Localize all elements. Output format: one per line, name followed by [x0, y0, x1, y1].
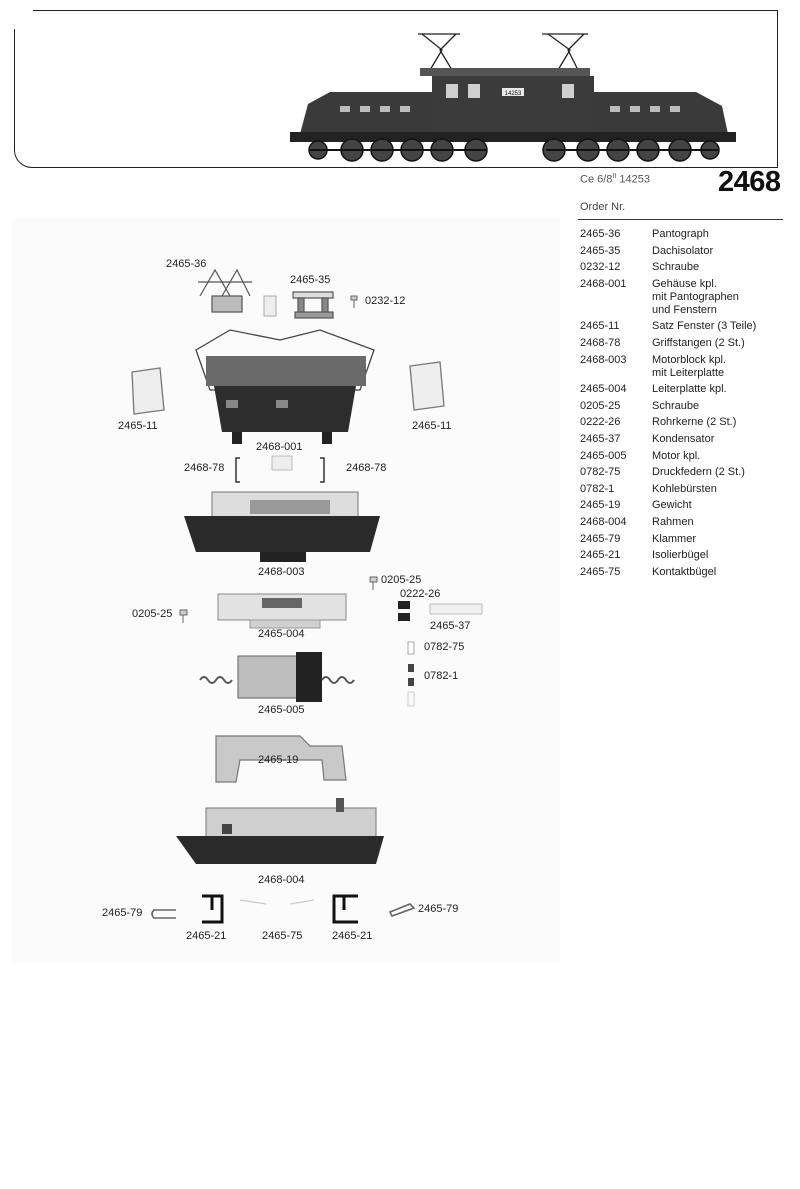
- part-contact: [240, 900, 314, 904]
- label-window-right: 2465-11: [412, 420, 452, 432]
- part-window-left: [132, 368, 164, 414]
- part-screw-left: [180, 610, 187, 623]
- label-insulator-left: 2465-21: [186, 930, 227, 942]
- part-description: Gehäuse kpl. mit Pantographen und Fenstern: [652, 277, 739, 316]
- label-motor-block: 2468-003: [258, 566, 305, 578]
- label-screw-left: 0205-25: [132, 608, 173, 620]
- label-clip-left: 2465-79: [102, 907, 143, 919]
- part-tube-core-1: [398, 601, 410, 609]
- part-number: 2468-001: [580, 277, 627, 290]
- part-description: Rohrkerne (2 St.): [652, 416, 737, 429]
- part-number: 2465-19: [580, 499, 621, 512]
- part-number: 0222-26: [580, 416, 621, 429]
- part-spring-2: [408, 692, 414, 706]
- part-brush-1: [408, 664, 414, 672]
- part-number: 2465-21: [580, 549, 621, 562]
- part-clip-right: [390, 904, 414, 916]
- part-housing: [196, 330, 374, 444]
- part-description: Leiterplatte kpl.: [652, 383, 727, 396]
- part-number: 0205-25: [580, 399, 621, 412]
- subtitle-number: 14253: [619, 173, 650, 186]
- part-brush-2: [408, 678, 414, 686]
- part-clear-insert: [272, 456, 292, 470]
- part-capacitor: [430, 604, 482, 614]
- part-number: 0782-1: [580, 482, 615, 495]
- part-number: 2465-75: [580, 565, 621, 578]
- part-frame: [176, 798, 384, 864]
- part-description: Kohlebürsten: [652, 482, 717, 495]
- part-roof-insulator: [293, 292, 333, 318]
- part-motor: [200, 652, 354, 702]
- label-roof-insulator: 2465-35: [290, 274, 331, 286]
- part-description: Satz Fenster (3 Teile): [652, 320, 757, 333]
- part-description: Gewicht: [652, 499, 692, 512]
- order-list-heading: Order Nr.: [580, 201, 626, 213]
- part-description: Kondensator: [652, 432, 715, 445]
- label-tube-cores: 0222-26: [400, 588, 441, 600]
- part-screw-top: [351, 296, 357, 308]
- part-description: Klammer: [652, 532, 697, 545]
- label-insulator-right: 2465-21: [332, 930, 373, 942]
- subtitle-class: Ce 6/8: [580, 173, 613, 186]
- part-tube-core-2: [398, 613, 410, 621]
- part-clip-left: [152, 910, 176, 918]
- label-housing: 2468-001: [256, 441, 303, 453]
- label-screw-top: 0232-12: [365, 295, 406, 307]
- label-frame: 2468-004: [258, 874, 305, 886]
- part-description: Schraube: [652, 399, 700, 412]
- part-number: 2465-37: [580, 432, 621, 445]
- part-window-right: [410, 362, 444, 410]
- part-number: 2468-004: [580, 515, 627, 528]
- part-number: 0232-12: [580, 261, 621, 274]
- subtitle-class-sup: II: [612, 173, 617, 180]
- part-handrail-right: [320, 458, 324, 482]
- part-motor-block: [184, 492, 380, 562]
- part-handrail-left: [236, 458, 240, 482]
- part-description: Isolierbügel: [652, 549, 709, 562]
- part-number: 2465-79: [580, 532, 621, 545]
- part-description: Dachisolator: [652, 244, 714, 257]
- label-handrail-right: 2468-78: [346, 462, 387, 474]
- part-number: 2468-78: [580, 336, 621, 349]
- label-weight: 2465-19: [258, 754, 299, 766]
- part-description: Schraube: [652, 261, 700, 274]
- part-insulator-left: [202, 896, 222, 922]
- label-contact: 2465-75: [262, 930, 303, 942]
- part-number: 2465-35: [580, 244, 621, 257]
- part-description: Motorblock kpl. mit Leiterplatte: [652, 353, 726, 379]
- part-number: 2465-004: [580, 383, 627, 396]
- label-clip-right: 2465-79: [418, 903, 459, 915]
- part-insulator-right: [334, 896, 358, 922]
- part-screw-right: [370, 577, 377, 590]
- part-number: 0782-75: [580, 466, 621, 479]
- label-springs: 0782-75: [424, 641, 465, 653]
- part-description: Pantograph: [652, 228, 709, 240]
- label-motor: 2465-005: [258, 704, 305, 716]
- part-description: Druckfedern (2 St.): [652, 466, 745, 479]
- label-window-left: 2465-11: [118, 420, 158, 432]
- part-number: 2465-11: [580, 320, 620, 333]
- label-capacitor: 2465-37: [430, 620, 471, 632]
- part-pantograph: [198, 270, 252, 312]
- part-description: Rahmen: [652, 515, 694, 528]
- part-insulator-small: [264, 296, 276, 316]
- part-description: Motor kpl.: [652, 449, 701, 462]
- part-description: Griffstangen (2 St.): [652, 336, 745, 349]
- part-description: Kontaktbügel: [652, 565, 717, 578]
- part-spring: [408, 642, 414, 654]
- model-number: 2468: [718, 166, 781, 198]
- label-circuit-board: 2465-004: [258, 628, 305, 640]
- label-pantograph: 2465-36: [166, 258, 207, 270]
- part-circuit-board: [218, 594, 346, 628]
- part-number: 2465-005: [580, 449, 627, 462]
- part-number: 2468-003: [580, 353, 627, 366]
- label-screw-right: 0205-25: [381, 574, 422, 586]
- part-number: 2465-36: [580, 228, 621, 240]
- label-handrail-left: 2468-78: [184, 462, 225, 474]
- loco-number-plate: 14253: [504, 91, 522, 97]
- label-brushes: 0782-1: [424, 670, 459, 682]
